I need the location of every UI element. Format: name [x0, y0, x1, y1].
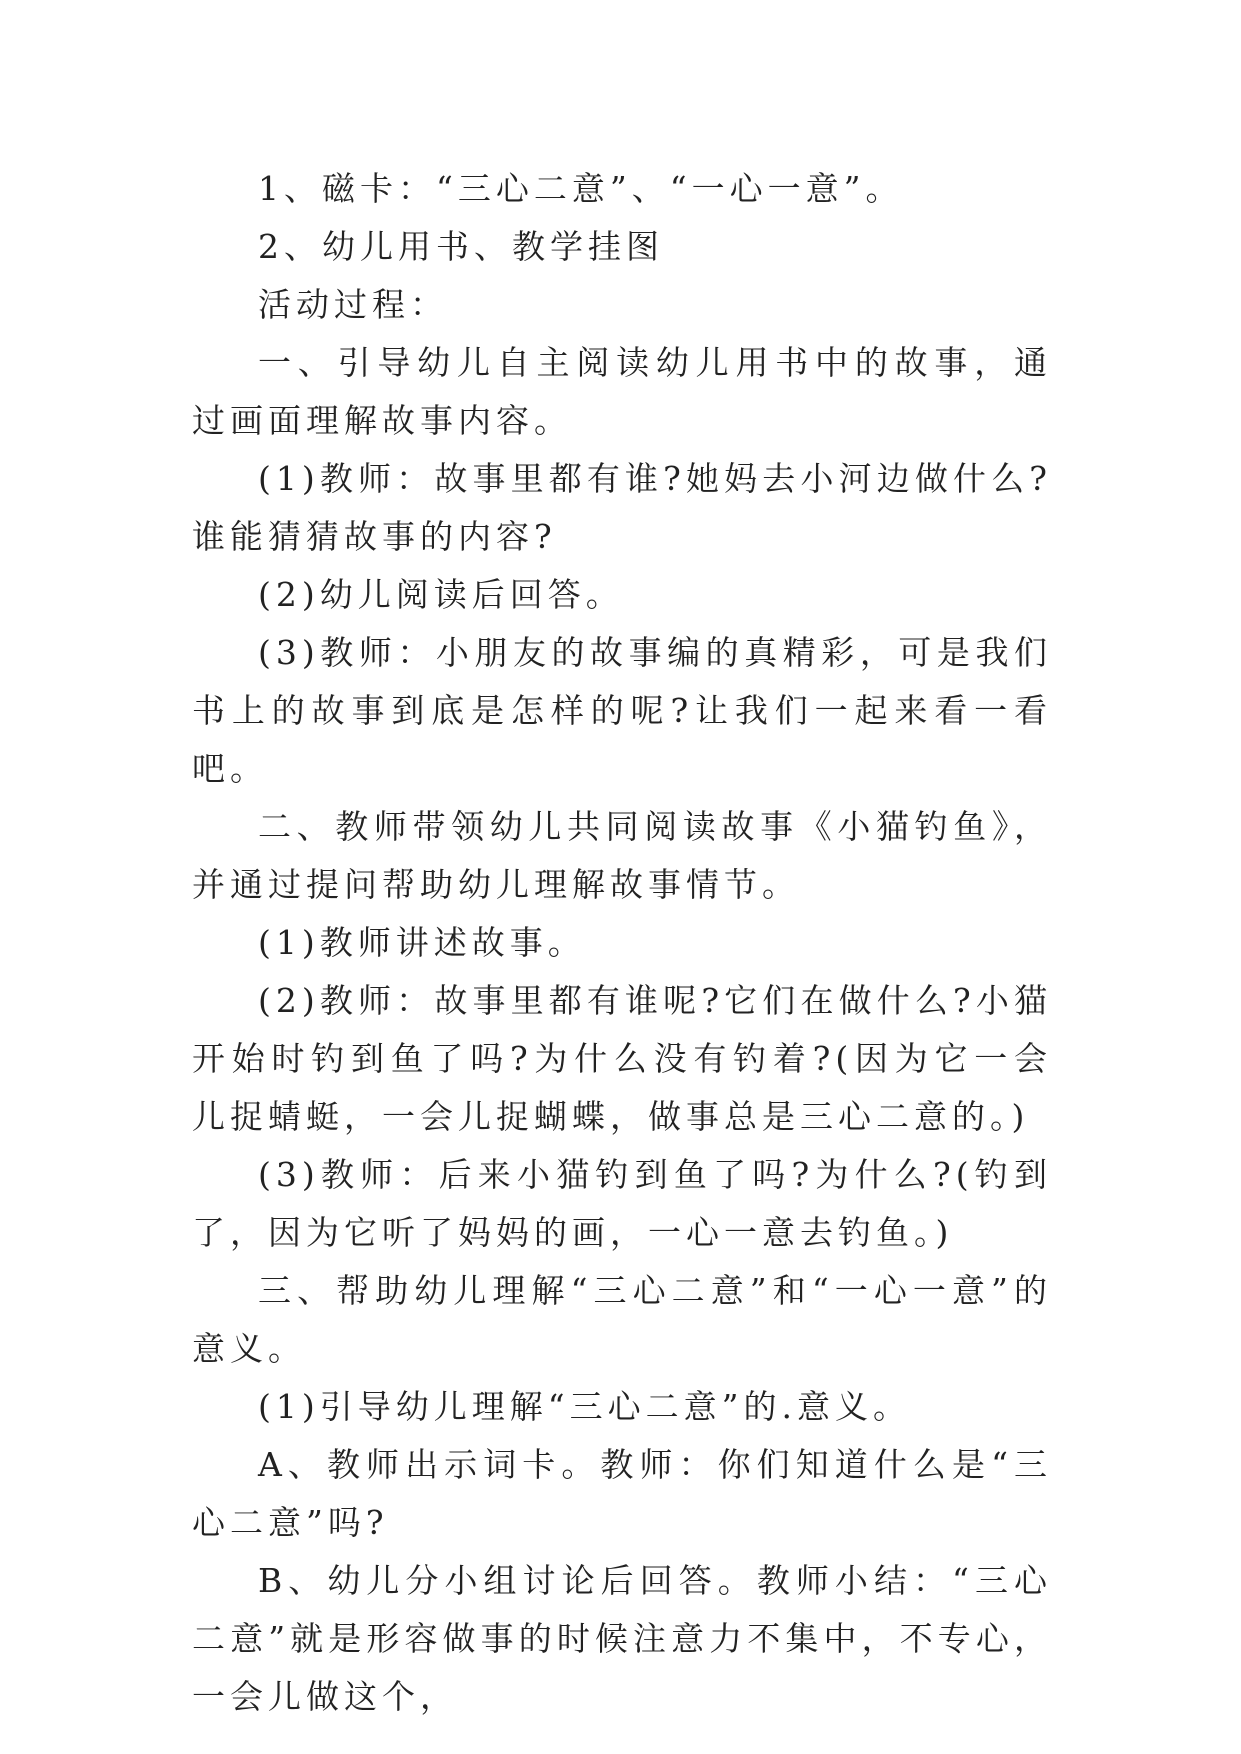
paragraph-step-2-2: (2)教师：故事里都有谁呢?它们在做什么?小猫开始时钓到鱼了吗?为什么没有钓着?(因为它一会儿捉蜻蜓，一会儿捉蝴蝶，做事总是三心二意的。) [192, 981, 1052, 1136]
paragraph-step-2-3: (3)教师：后来小猫钓到鱼了吗?为什么?(钓到了，因为它听了妈妈的画，一心一意去钓鱼。) [192, 1155, 1052, 1252]
paragraph-step-2: 二、教师带领幼儿共同阅读故事《小猫钓鱼》，并通过提问帮助幼儿理解故事情节。 [192, 807, 1052, 904]
paragraph-step-1: 一、引导幼儿自主阅读幼儿用书中的故事，通过画面理解故事内容。 [192, 343, 1052, 440]
paragraph-step-2-1: (1)教师讲述故事。 [258, 923, 586, 962]
paragraph-process-heading: 活动过程： [258, 285, 448, 324]
paragraph-step-3-1-a: A、教师出示词卡。教师：你们知道什么是“三心二意”吗? [192, 1445, 1052, 1542]
paragraph-step-1-2: (2)幼儿阅读后回答。 [258, 575, 624, 614]
paragraph-step-3-1-b: B、幼儿分小组讨论后回答。教师小结：“三心二意”就是形容做事的时候注意力不集中，不专心，一会儿做这个， [192, 1561, 1052, 1716]
paragraph-materials-2: 2、幼儿用书、教学挂图 [258, 227, 664, 266]
paragraph-step-1-1: (1)教师：故事里都有谁?她妈去小河边做什么?谁能猜猜故事的内容? [192, 459, 1052, 556]
paragraph-step-3: 三、帮助幼儿理解“三心二意”和“一心一意”的意义。 [192, 1271, 1052, 1368]
paragraph-step-1-3: (3)教师：小朋友的故事编的真精彩，可是我们书上的故事到底是怎样的呢?让我们一起来看一看吧。 [192, 633, 1052, 788]
document-body [192, 160, 1052, 1726]
paragraph-materials-1: 1、磁卡：“三心二意”、“一心一意”。 [258, 169, 904, 208]
paragraph-step-3-1: (1)引导幼儿理解“三心二意”的.意义。 [258, 1387, 911, 1426]
